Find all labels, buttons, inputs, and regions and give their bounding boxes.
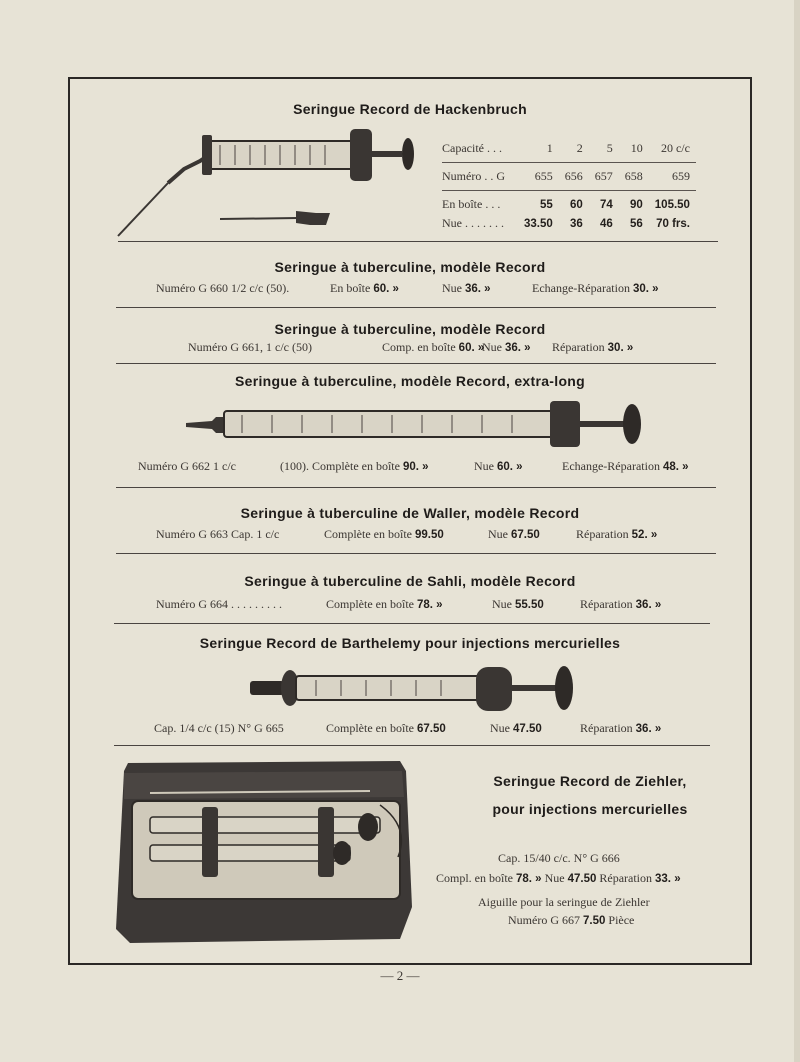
price-label: Complète en boîte xyxy=(326,721,414,735)
table-cell: 2 xyxy=(559,139,589,163)
sheet-edge xyxy=(794,0,800,1062)
price-label: Nue xyxy=(544,871,565,885)
tuberc-1-title: Seringue à tuberculine, modèle Record xyxy=(274,259,546,275)
tuberc-2-rep xyxy=(552,340,633,355)
table-cell: 657 xyxy=(589,163,619,191)
ziehler-title-2: pour injections mercurielles xyxy=(492,801,688,817)
page-number: — 2 — xyxy=(380,968,420,983)
price-value: 36. » xyxy=(505,342,531,354)
divider xyxy=(114,745,710,746)
price-label: Réparation xyxy=(580,597,633,611)
sahli-nue xyxy=(492,597,544,612)
price-value: 60. » xyxy=(458,342,485,354)
waller-comp xyxy=(324,527,444,542)
divider xyxy=(118,241,718,242)
price-value: 60. » xyxy=(373,283,399,295)
tuberc-extra-title: Seringue à tuberculine, modèle Record, extra-long xyxy=(235,373,585,389)
price-label: Réparation xyxy=(599,871,653,885)
table-cell: 70 frs. xyxy=(656,217,690,230)
ziehler-prices xyxy=(436,871,681,886)
price-label: Nue xyxy=(492,597,512,611)
divider xyxy=(116,487,716,488)
waller-nue xyxy=(488,527,540,542)
price-label: Nue xyxy=(474,459,494,473)
table-row-capacite xyxy=(442,139,696,163)
price-value: 36. » xyxy=(635,599,662,611)
table-row-numero xyxy=(442,163,696,191)
table-row-en-boite xyxy=(442,191,696,215)
table-cell: 33.50 xyxy=(524,217,553,230)
price-value: 99.50 xyxy=(414,529,444,541)
table-cell: 56 xyxy=(629,217,643,230)
table-cell: 659 xyxy=(649,163,696,191)
price-value: 60. » xyxy=(497,461,523,473)
price-value: 55.50 xyxy=(515,599,544,611)
table-cell: 10 xyxy=(619,139,649,163)
price-value: 7.50 xyxy=(583,915,606,927)
price-label: Réparation xyxy=(576,527,629,541)
price-label: Nue xyxy=(488,527,508,541)
price-label: (100). Complète en boîte xyxy=(280,459,400,473)
price-value: 67.50 xyxy=(416,723,446,735)
row-label: Numéro . . G xyxy=(442,163,518,191)
ziehler-case-image xyxy=(110,757,420,947)
table-cell: 60 xyxy=(569,198,583,211)
ziehler-cap: Cap. 15/40 c/c. N° G 666 xyxy=(498,851,620,865)
tuberc-1-numero: Numéro G 660 1/2 c/c (50). xyxy=(156,281,290,295)
barthelemy-comp xyxy=(326,721,446,736)
ziehler-title-1: Seringue Record de Ziehler, xyxy=(493,773,687,789)
price-label: Nue xyxy=(442,281,462,295)
barthelemy-nue xyxy=(490,721,542,736)
table-cell: 655 xyxy=(518,163,559,191)
ziehler-aiguille-line xyxy=(508,913,634,928)
table-cell: 90 xyxy=(629,198,643,211)
tuberc-extra-echange xyxy=(562,459,689,474)
price-value: 52. » xyxy=(631,529,658,541)
price-label: Nue xyxy=(482,340,502,354)
tuberc-extra-nue xyxy=(474,459,523,474)
ziehler-aiguille: Aiguille pour la seringue de Ziehler xyxy=(478,895,650,909)
table-cell: 105.50 xyxy=(654,198,690,211)
price-label: Complète en boîte xyxy=(324,527,412,541)
price-label: Réparation xyxy=(580,721,633,735)
table-cell: 656 xyxy=(559,163,589,191)
table-cell: 36 xyxy=(569,217,583,230)
price-label: Complète en boîte xyxy=(326,597,414,611)
tuberc-extra-numero: Numéro G 662 1 c/c xyxy=(138,459,236,473)
tuberc-2-title: Seringue à tuberculine, modèle Record xyxy=(274,321,546,337)
waller-rep xyxy=(576,527,657,542)
barthelemy-rep xyxy=(580,721,661,736)
barthelemy-numero: Cap. 1/4 c/c (15) N° G 665 xyxy=(154,721,284,735)
hackenbruch-title: Seringue Record de Hackenbruch xyxy=(293,101,527,117)
divider xyxy=(116,307,716,308)
tuberc-2-nue xyxy=(482,340,531,355)
price-value: 30. » xyxy=(607,342,634,354)
price-value: 90. » xyxy=(402,461,429,473)
price-value: 36. » xyxy=(635,723,662,735)
divider xyxy=(116,553,716,554)
price-value: 33. » xyxy=(655,873,681,885)
barthelemy-title: Seringue Record de Barthelemy pour injections mercurielles xyxy=(199,635,621,651)
table-cell: 658 xyxy=(619,163,649,191)
barthelemy-syringe-image xyxy=(246,661,586,717)
table-cell: 74 xyxy=(599,198,613,211)
row-label: En boîte . . . xyxy=(442,197,501,211)
price-value: 67.50 xyxy=(511,529,540,541)
waller-numero: Numéro G 663 Cap. 1 c/c xyxy=(156,527,280,541)
price-label: En boîte xyxy=(330,281,371,295)
price-label: Réparation xyxy=(552,340,605,354)
price-label: Numéro G 667 xyxy=(508,913,580,927)
price-value: 47.50 xyxy=(567,873,597,885)
row-label: Capacité . . . xyxy=(442,139,518,163)
waller-title: Seringue à tuberculine de Waller, modèle Record xyxy=(240,505,580,521)
price-label: Comp. en boîte xyxy=(382,340,456,354)
price-label: Compl. en boîte xyxy=(436,871,513,885)
catalog-frame xyxy=(68,77,752,965)
table-cell: 46 xyxy=(599,217,613,230)
tuberc-2-comp xyxy=(382,340,484,355)
tuberc-extra-comp xyxy=(280,459,429,474)
row-label: Nue . . . . . . . xyxy=(442,216,504,230)
sahli-rep xyxy=(580,597,661,612)
price-label: Nue xyxy=(490,721,510,735)
table-cell: 55 xyxy=(539,198,553,211)
price-value: 78. » xyxy=(516,873,542,885)
table-cell: 1 xyxy=(518,139,559,163)
price-value: 36. » xyxy=(465,283,491,295)
tuberc-1-boite xyxy=(330,281,399,296)
price-value: 48. » xyxy=(662,461,689,473)
price-value: 30. » xyxy=(632,283,659,295)
sahli-numero: Numéro G 664 . . . . . . . . . xyxy=(156,597,282,611)
hackenbruch-price-table xyxy=(442,139,696,233)
table-cell: 5 xyxy=(589,139,619,163)
divider xyxy=(116,363,716,364)
price-label: Pièce xyxy=(608,913,635,927)
price-value: 78. » xyxy=(416,599,443,611)
tuberc-1-echange xyxy=(532,281,659,296)
tuberc-2-numero: Numéro G 661, 1 c/c (50) xyxy=(188,340,312,354)
table-cell: 20 c/c xyxy=(649,139,696,163)
sahli-title: Seringue à tuberculine de Sahli, modèle Record xyxy=(244,573,576,589)
table-row-nue xyxy=(442,214,696,233)
price-value: 47.50 xyxy=(513,723,542,735)
price-label: Echange-Réparation xyxy=(562,459,660,473)
extra-long-syringe-image xyxy=(182,397,652,453)
sahli-comp xyxy=(326,597,443,612)
tuberc-1-nue xyxy=(442,281,491,296)
divider xyxy=(114,623,710,624)
hackenbruch-syringe-image xyxy=(110,121,430,241)
price-label: Echange-Réparation xyxy=(532,281,630,295)
